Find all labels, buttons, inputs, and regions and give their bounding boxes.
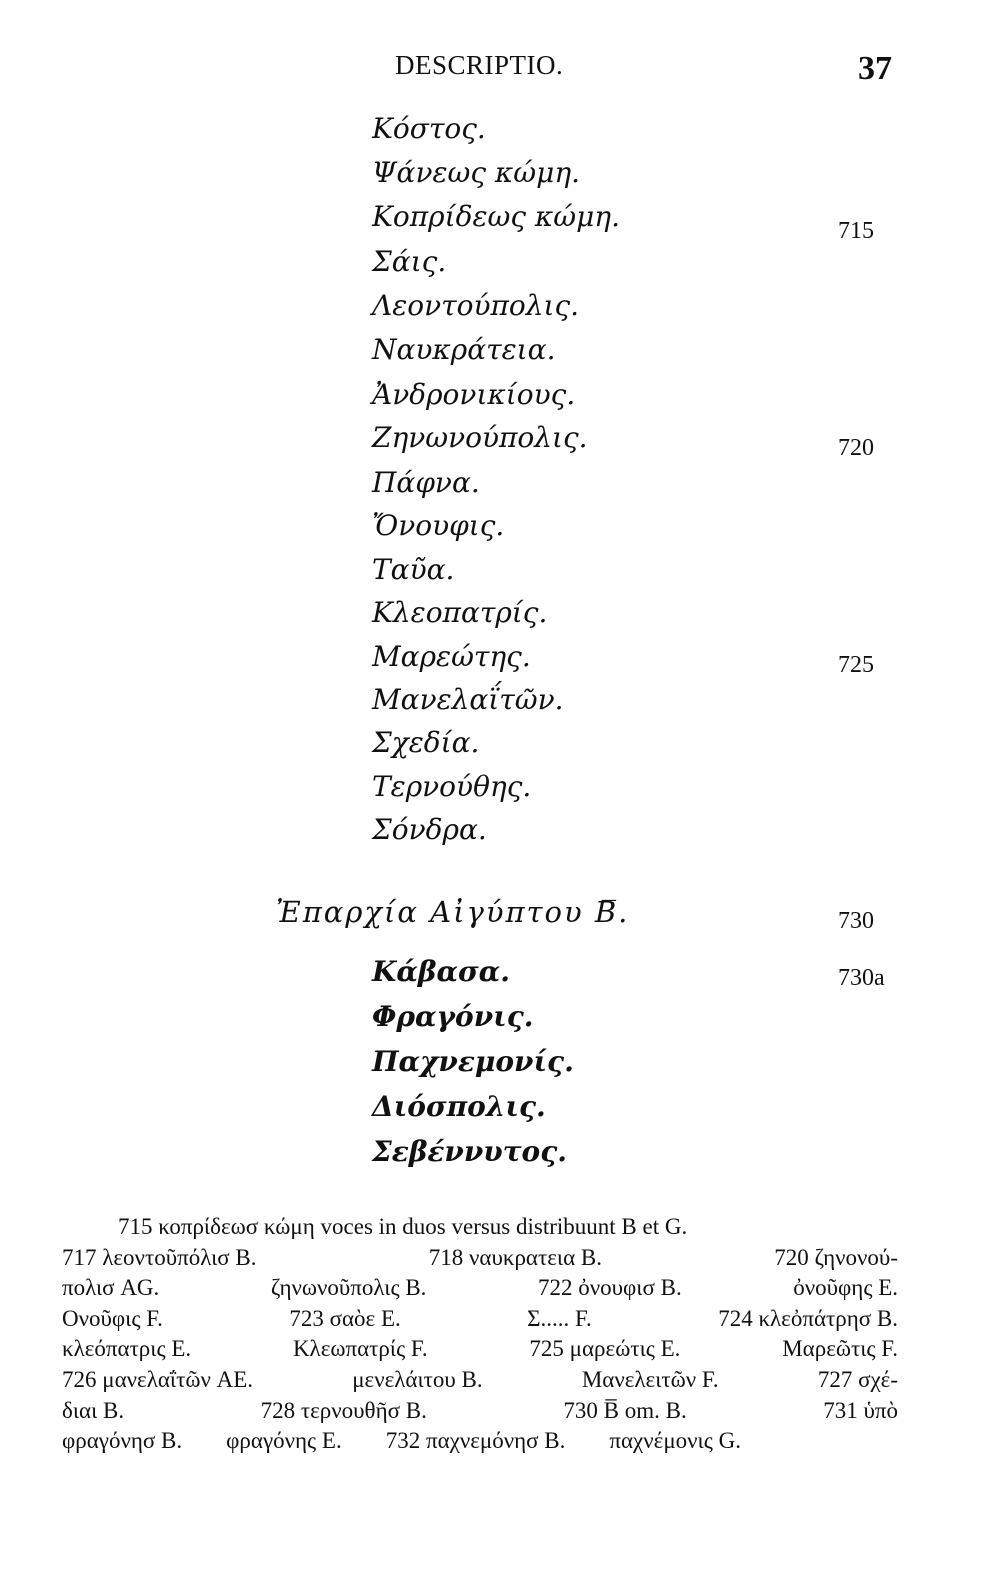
entry: Ζηνωνούπολις.: [372, 421, 588, 454]
entry: Ψάνεως κώμη.: [372, 156, 580, 189]
footnote-line: [62, 1243, 898, 1274]
entry: Ναυκράτεια.: [372, 333, 556, 366]
entry: Κόστος.: [372, 112, 486, 145]
footnote-segment: 731 ὑπὸ: [823, 1397, 898, 1423]
line-number: 715: [838, 218, 874, 244]
footnote-segment: 717 λεοντοῦπόλισ B.: [62, 1244, 257, 1270]
footnote-segment: ὀνοῦφης E.: [793, 1275, 898, 1301]
section-line-number: 730: [838, 908, 874, 934]
entry: Ὄνουφις.: [372, 509, 505, 542]
footnote-line: [62, 1365, 898, 1396]
line-number: 725: [838, 652, 874, 678]
footnote-segment: 730 B̅ om. B.: [563, 1397, 687, 1423]
footnote-segment: Ονοῦφις F.: [62, 1305, 163, 1331]
footnote-segment: μενελάιτου B.: [352, 1366, 483, 1392]
entry: Πάφνα.: [372, 466, 480, 499]
entry: Ταῦα.: [372, 553, 455, 586]
page-number: 37: [858, 50, 892, 87]
footnote-segment: 724 κλεὀπάτρησ B.: [718, 1305, 898, 1331]
footnote-line: [62, 1426, 898, 1457]
footnote-line: [62, 1396, 898, 1427]
entry: Φραγόνις.: [372, 1000, 534, 1033]
entry: Κοπρίδεως κώμη.: [372, 200, 620, 233]
footnote-segment: 728 τερνουθῆσ B.: [260, 1397, 427, 1423]
footnote-line: [62, 1304, 898, 1335]
line-number: 730a: [838, 965, 885, 991]
entry: Ἀνδρονικίους.: [372, 378, 576, 411]
entry: Μανελαΐτῶν.: [372, 683, 564, 716]
footnote-line: [62, 1212, 898, 1243]
entry: Λεοντούπολις.: [372, 289, 580, 322]
footnote-segment: 722 ὀνουφισ B.: [537, 1275, 682, 1301]
footnote-segment: Μαρεῶτις F.: [782, 1336, 898, 1362]
footnote-segment: 726 μανελαΐτῶν AE.: [62, 1366, 254, 1392]
footnote-segment: φραγόνησ B.: [62, 1428, 183, 1454]
entry: Παχνεμονίς.: [372, 1045, 574, 1078]
entry: Τερνούθης.: [372, 770, 532, 803]
entry: Κάβασα.: [372, 955, 510, 988]
footnote-segment: 723 σαὸε E.: [289, 1305, 401, 1331]
footnote-segment: ζηνωνοῦπολις B.: [270, 1275, 427, 1301]
entry: Κλεοπατρίς.: [372, 596, 548, 629]
footnote-segment: φραγόνης E.: [226, 1428, 342, 1454]
footnote-segment: 725 μαρεώτις E.: [529, 1336, 681, 1362]
footnote-line: [62, 1334, 898, 1365]
footnote-segment: 727 σχέ-: [817, 1366, 898, 1392]
footnote-segment: διαι B.: [62, 1397, 125, 1423]
footnote-segment: παχνέμονις G.: [609, 1428, 741, 1454]
footnote-line: [62, 1273, 898, 1304]
footnote-segment: 732 παχνεμόνησ B.: [385, 1428, 566, 1454]
entry: Σάις.: [372, 245, 447, 278]
footnote-segment: πολισ AG.: [62, 1275, 160, 1301]
footnote-segment: Κλεωπατρίς F.: [292, 1336, 428, 1362]
entry: Σεβέννυτος.: [372, 1135, 568, 1168]
entry: Μαρεώτης.: [372, 640, 531, 673]
footnote-segment: Μανελειτῶν F.: [581, 1366, 719, 1392]
line-number: 720: [838, 435, 874, 461]
critical-apparatus: [62, 1212, 898, 1457]
footnote-segment: κλεόπατρις E.: [62, 1336, 192, 1362]
footnote-segment: 718 ναυκρατεια B.: [428, 1244, 602, 1270]
entry: Σόνδρα.: [372, 813, 487, 846]
entry: Σχεδία.: [372, 726, 480, 759]
footnote-segment: 715 κοπρίδεωσ κώμη voces in duos versus distribuunt B et G.: [118, 1214, 688, 1239]
entry: Διόσπολις.: [372, 1090, 546, 1123]
footnote-segment: Σ..... F.: [527, 1305, 592, 1331]
section-heading: Ἐπαρχία Αἰγύπτου Β̅.: [276, 895, 630, 929]
footnote-segment: 720 ζηνονού-: [774, 1244, 898, 1270]
running-head-title: DESCRIPTIO.: [395, 50, 564, 80]
